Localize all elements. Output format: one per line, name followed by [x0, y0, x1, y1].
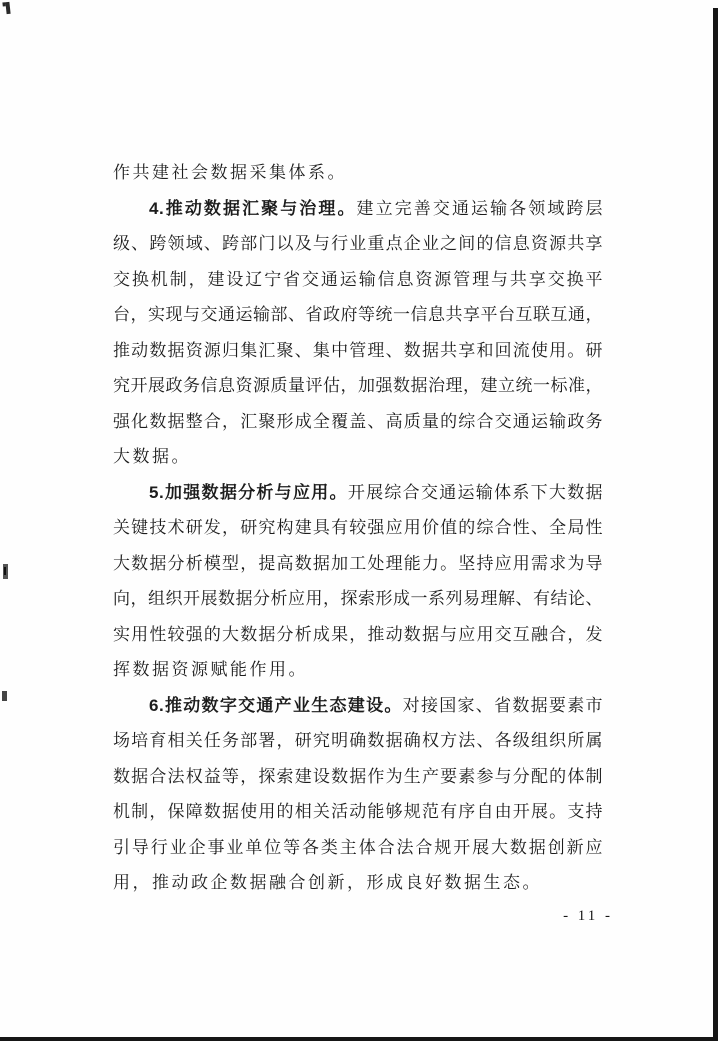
scan-edge-line-bottom [0, 1037, 718, 1041]
text-line: 机制，保障数据使用的相关活动能够规范有序自由开展。支持 [113, 802, 603, 821]
text-line-heading-5: 5.加强数据分析与应用。开展综合交通运输体系下大数据 [149, 482, 604, 502]
text-line-heading-6: 6.推动数字交通产业生态建设。对接国家、省数据要素市 [149, 695, 603, 715]
text-line: 场培育相关任务部署，研究明确数据确权方法、各级组织所属 [113, 731, 603, 750]
text-line: 挥数据资源赋能作用。 [113, 660, 308, 679]
text-line: 关键技术研发，研究构建具有较强应用价值的综合性、全局性 [113, 518, 603, 537]
text-line: 级、跨领域、跨部门以及与行业重点企业之间的信息资源共享 [113, 234, 603, 253]
page-number: - 11 - [563, 908, 613, 924]
scan-artifact-left-lower [2, 691, 7, 701]
text-line: 究开展政务信息资源质量评估，加强数据治理，建立统一标准， [113, 376, 603, 395]
text-line: 大数据分析模型，提高数据加工处理能力。坚持应用需求为导 [113, 553, 603, 573]
text-line: 大数据。 [113, 447, 191, 466]
scan-artifact-top-left [5, 2, 10, 14]
text-line: 交换机制，建设辽宁省交通运输信息资源管理与共享交换平 [113, 269, 603, 289]
text-line: 引导行业企事业单位等各类主体合法合规开展大数据创新应 [113, 837, 603, 857]
text-line: 向，组织开展数据分析应用，探索形成一系列易理解、有结论、 [113, 589, 603, 608]
text-line: 数据合法权益等，探索建设数据作为生产要素参与分配的体制 [113, 766, 603, 786]
text-line: 实用性较强的大数据分析成果，推动数据与应用交互融合，发 [113, 624, 603, 644]
text-line: 强化数据整合，汇聚形成全覆盖、高质量的综合交通运输政务 [113, 411, 603, 431]
text-line-heading-4: 4.推动数据汇聚与治理。建立完善交通运输各领域跨层 [149, 198, 603, 218]
scan-edge-line-right [713, 8, 718, 1041]
text-line: 用，推动政企数据融合创新，形成良好数据生态。 [113, 873, 542, 892]
text-line: 推动数据资源归集汇聚、集中管理、数据共享和回流使用。研 [113, 340, 603, 360]
body-text [113, 155, 603, 901]
text-line: 台，实现与交通运输部、省政府等统一信息共享平台互联互通， [113, 305, 603, 324]
scan-artifact-left-mid [3, 564, 8, 579]
text-line: 作共建社会数据采集体系。 [113, 163, 347, 182]
